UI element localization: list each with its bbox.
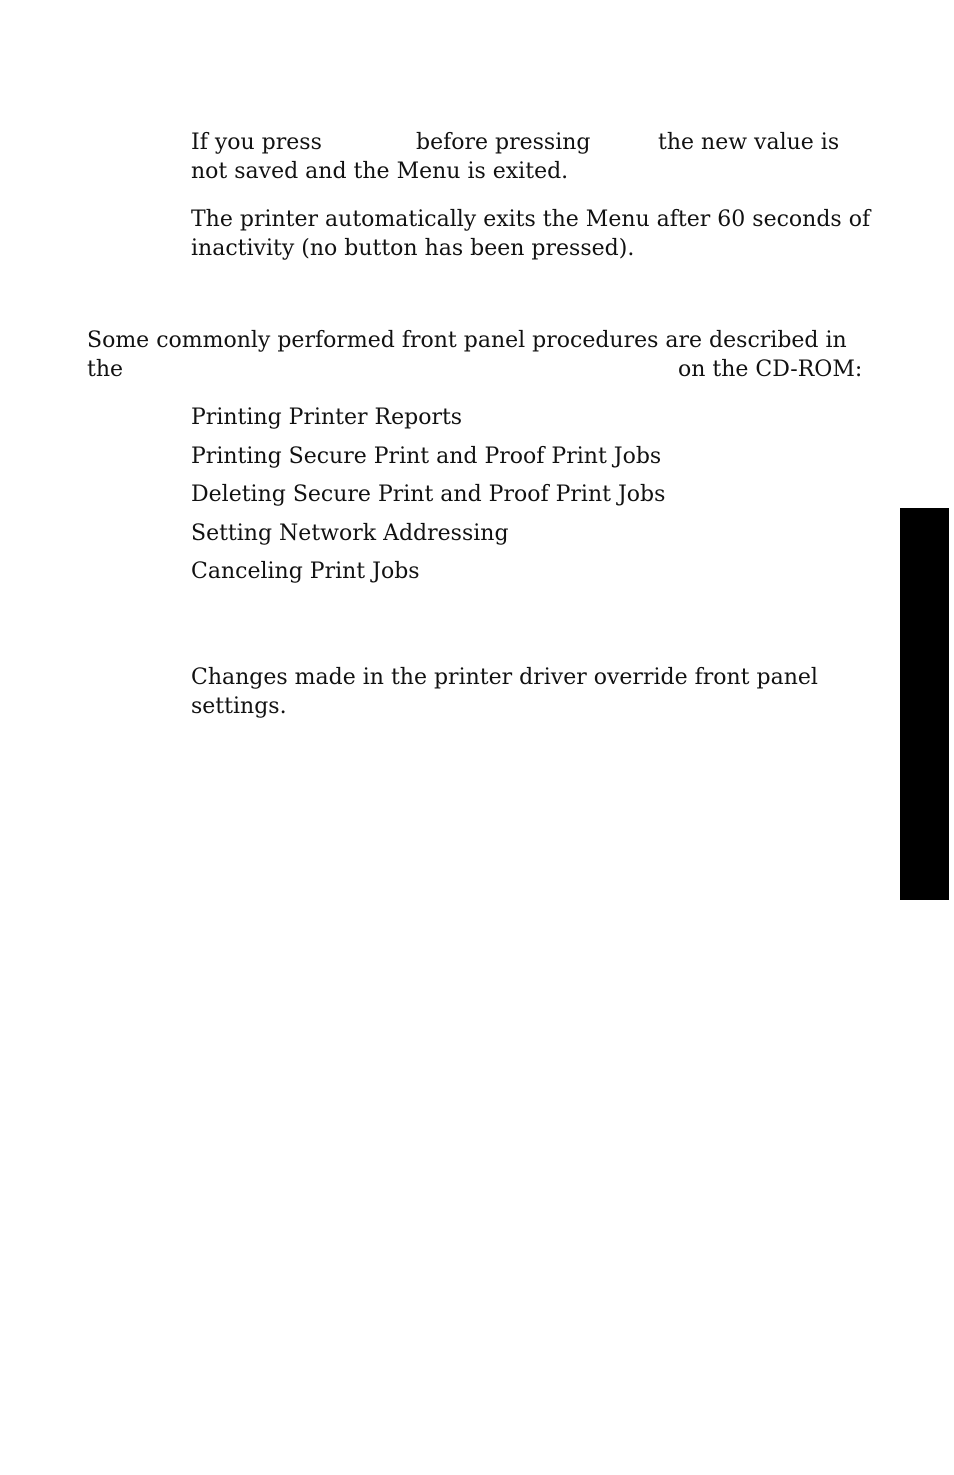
list-item: Deleting Secure Print and Proof Print Jobs: [191, 482, 666, 507]
note2-line1: The printer automatically exits the Menu after 60 seconds of: [191, 207, 871, 232]
note2-line2: inactivity (no button has been pressed).: [191, 236, 635, 261]
note1-text-a: If you press: [191, 130, 322, 155]
note1-line2: not saved and the Menu is exited.: [191, 159, 569, 184]
note3-line2: settings.: [191, 694, 287, 719]
list-item: Setting Network Addressing: [191, 521, 509, 546]
note1-text-b: before pressing: [416, 130, 591, 155]
list-item: Printing Printer Reports: [191, 405, 463, 430]
note3-line1: Changes made in the printer driver override front panel: [191, 665, 818, 690]
list-item: Printing Secure Print and Proof Print Jobs: [191, 444, 662, 469]
intro-line1: Some commonly performed front panel procedures are described in: [87, 328, 847, 353]
chapter-tab-marker: [900, 508, 949, 900]
list-item: Canceling Print Jobs: [191, 559, 420, 584]
intro-line2-end: on the CD-ROM:: [678, 357, 863, 382]
note1-text-c: the new value is: [658, 130, 840, 155]
intro-line2-start: the: [87, 357, 124, 382]
